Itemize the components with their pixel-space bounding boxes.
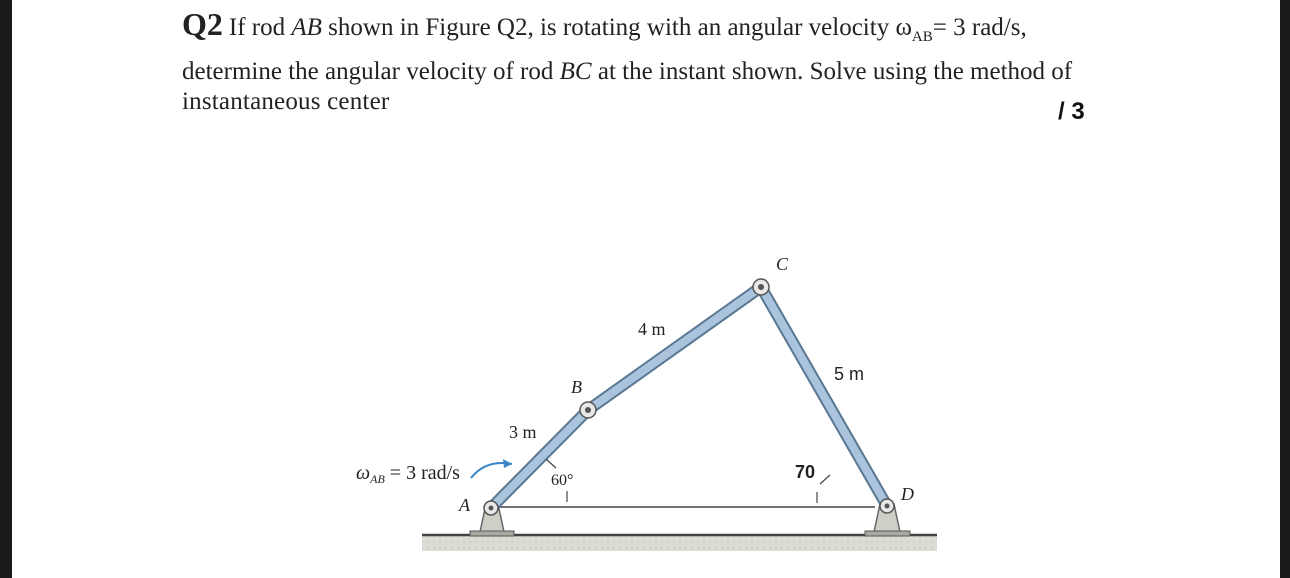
pin-a [484,501,498,515]
label-d: D [901,484,914,504]
angle-d-label: 70 [795,462,816,482]
omega-symbol: ω [895,14,912,41]
ground-hatch [422,535,937,551]
question-text: determine the angular velocity of rod [182,58,560,85]
question-text: shown in Figure Q2, is rotating with an angular velocity [321,14,896,41]
question-line-3: instantaneous center [182,88,390,115]
rod-ab-label: AB [291,14,322,41]
label-c: C [776,254,789,274]
question-text: If rod [228,14,292,41]
question-text: = 3 rad/s, [932,14,1027,41]
pin-d [880,499,894,513]
question-number: Q2 [182,6,223,42]
length-bc: 4 m [638,319,666,339]
rod-bc-fill [588,287,761,410]
angle-d-tick [820,475,830,484]
rod-cd-fill [761,287,887,506]
question-text: at the instant shown. Solve using the method of [591,58,1073,85]
label-b: B [571,377,582,397]
rod-bc-label: BC [559,58,592,85]
angle-a-tick [546,459,556,468]
angle-a-label: 60° [551,472,574,489]
marks-label: / 3 [1058,98,1085,125]
length-cd: 5 m [834,364,865,384]
label-a: A [459,495,470,515]
omega-arrowhead [503,459,512,468]
rod-ab-fill [491,410,588,508]
pin-b [580,402,596,418]
length-ab: 3 m [509,422,537,442]
omega-ab-label: $\omega_{AB} = 3$ rad/s [356,462,460,486]
omega-subscript: AB [911,29,933,45]
pin-c [753,279,769,295]
